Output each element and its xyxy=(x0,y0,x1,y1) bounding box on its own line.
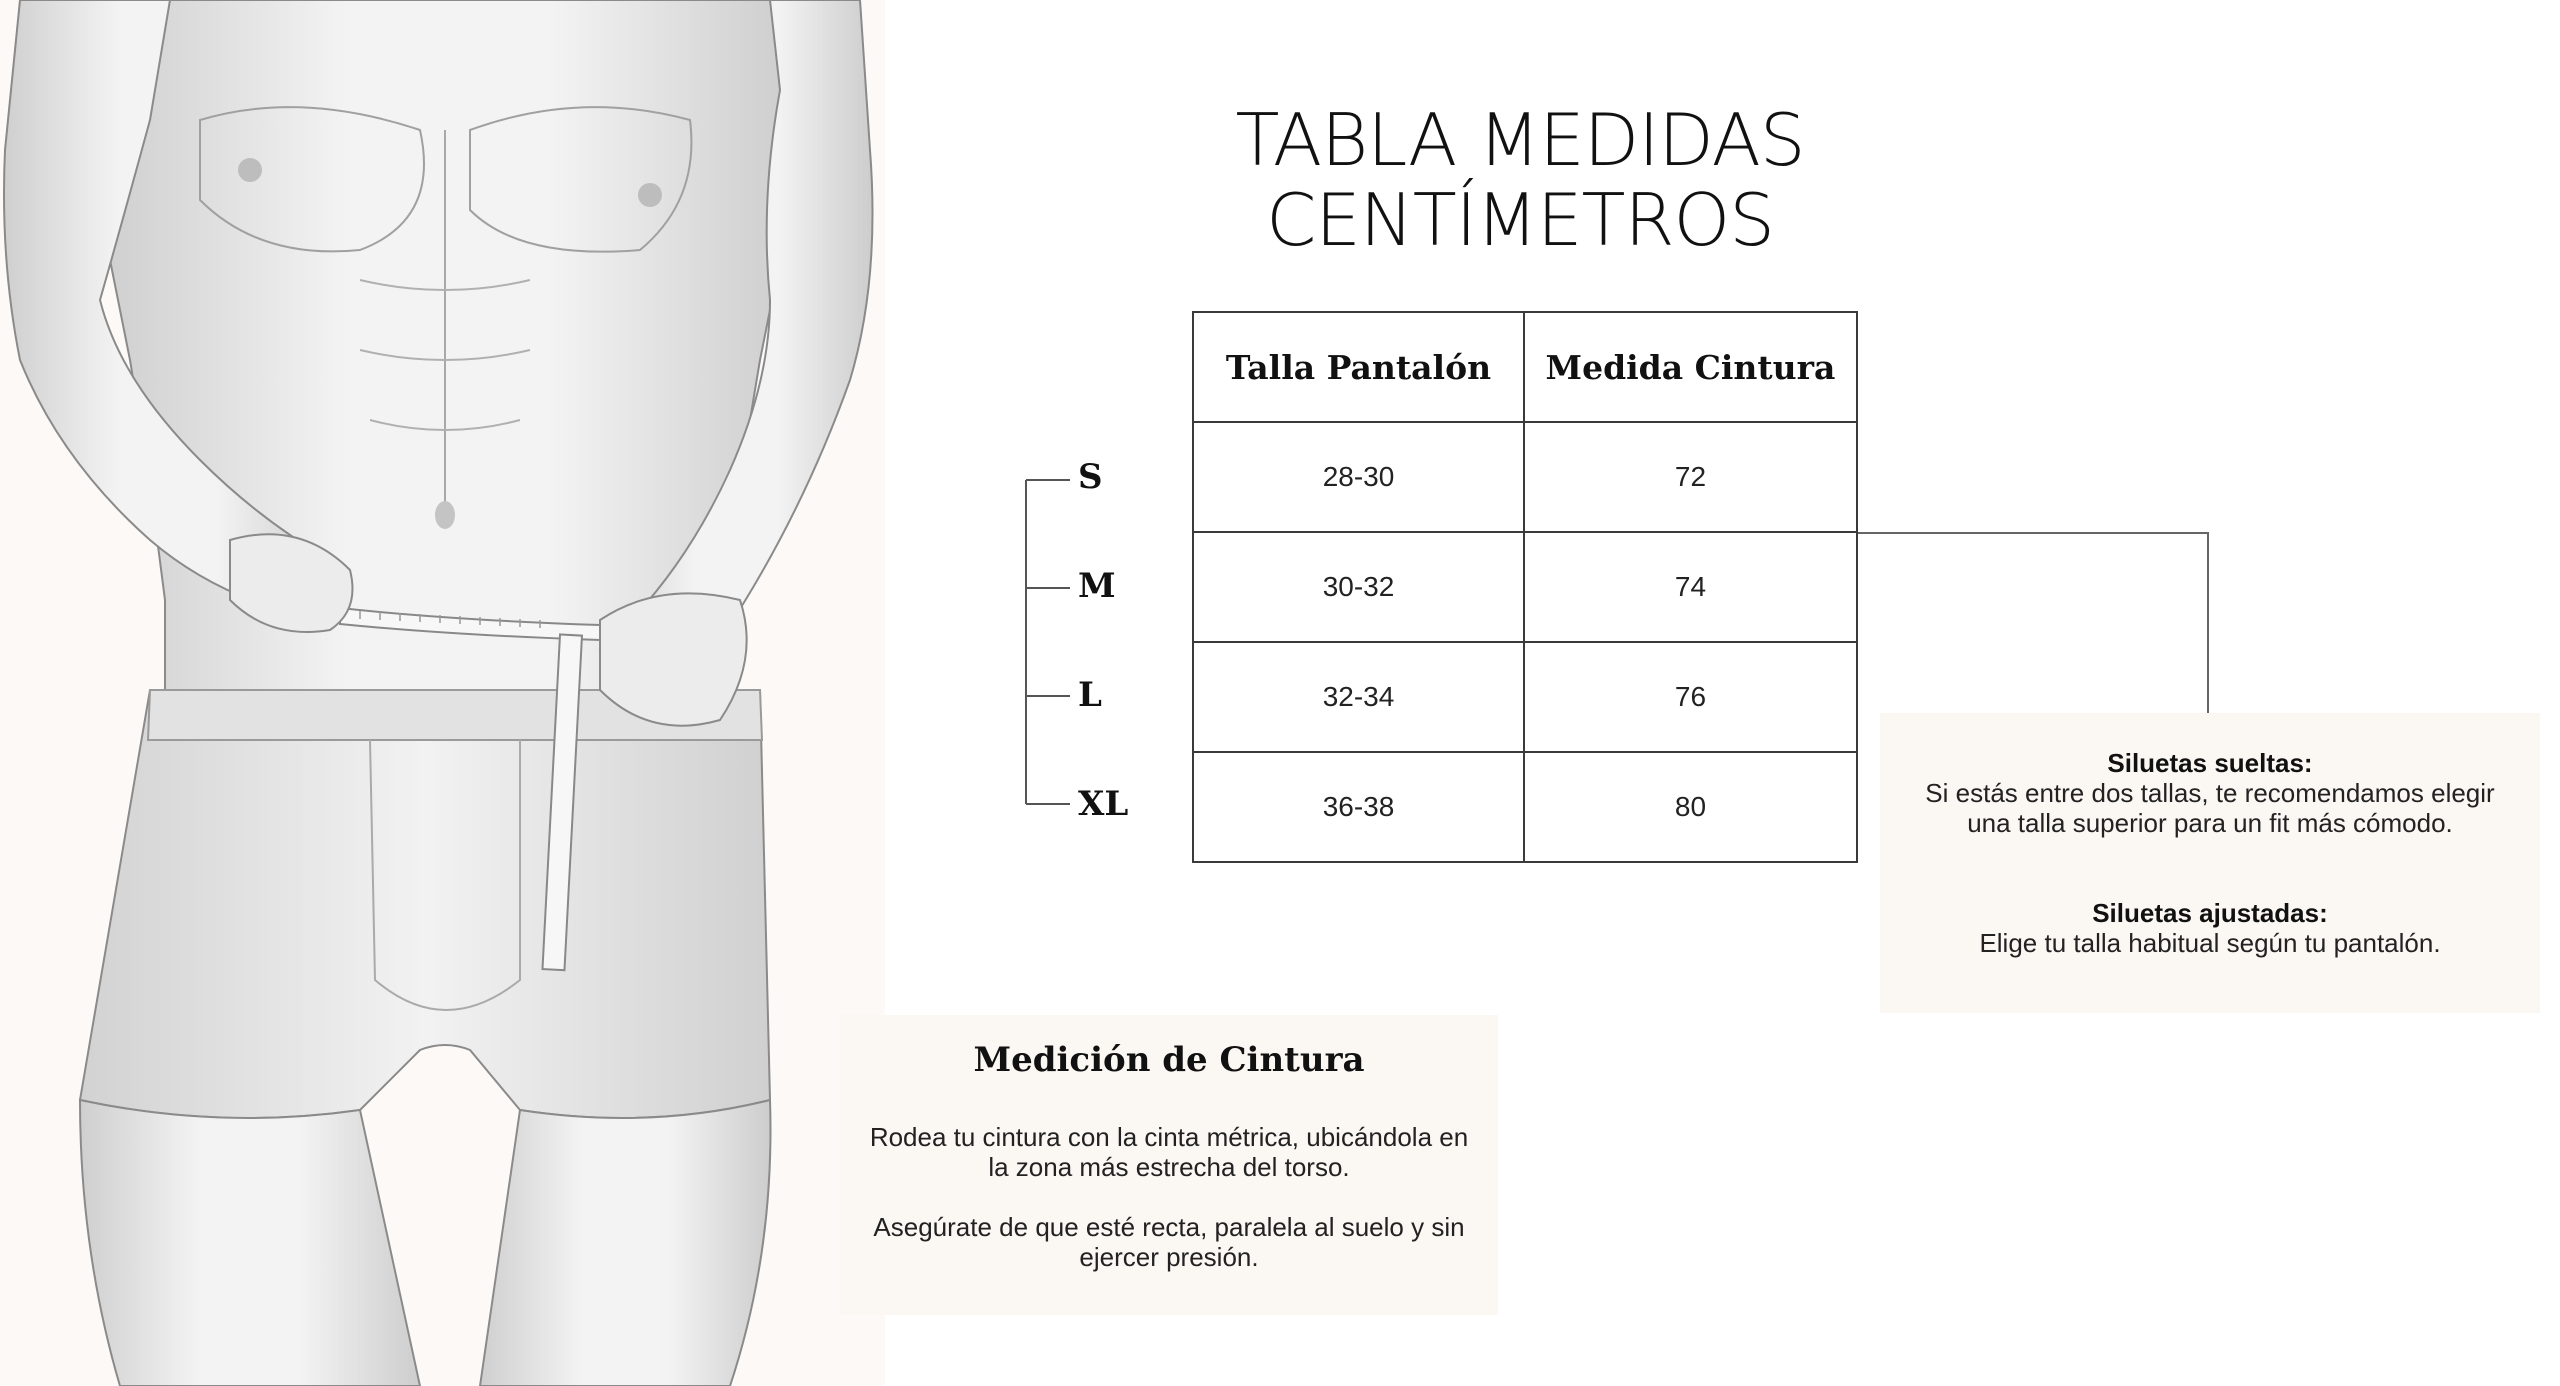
size-label-l: L xyxy=(1078,675,1102,715)
waist-measurement-panel xyxy=(840,1015,1498,1315)
cell-pants: 30-32 xyxy=(1193,532,1524,642)
size-label-s: S xyxy=(1078,457,1103,497)
measurement-title: Medición de Cintura xyxy=(973,1040,1365,1080)
loose-fit-heading: Siluetas sueltas: xyxy=(2107,748,2313,778)
table-row xyxy=(1193,752,1857,862)
advice-connector-line xyxy=(1858,531,2210,713)
header-pants-size: Talla Pantalón xyxy=(1193,312,1524,422)
size-table xyxy=(1192,311,1858,863)
title-line-1: TABLA MEDIDAS xyxy=(1235,98,1805,182)
cell-pants: 32-34 xyxy=(1193,642,1524,752)
measurement-paragraph-1: Rodea tu cintura con la cinta métrica, ubicándola en la zona más estrecha del torso. xyxy=(869,1122,1469,1182)
size-bracket xyxy=(1018,478,1078,806)
loose-fit-advice xyxy=(1920,748,2500,838)
size-label-xl: XL xyxy=(1078,784,1129,824)
cell-pants: 36-38 xyxy=(1193,752,1524,862)
fitted-text: Elige tu talla habitual según tu pantalón. xyxy=(1979,928,2441,958)
measurement-paragraph-2: Asegúrate de que esté recta, paralela al suelo y sin ejercer presión. xyxy=(873,1212,1465,1272)
cell-waist: 74 xyxy=(1524,532,1857,642)
title-line-2: CENTÍMETROS xyxy=(1266,178,1774,262)
cell-waist: 76 xyxy=(1524,642,1857,752)
table-row xyxy=(1193,642,1857,752)
header-waist-measure: Medida Cintura xyxy=(1524,312,1857,422)
man-measuring-waist-drawing xyxy=(0,0,885,1386)
cell-waist: 72 xyxy=(1524,422,1857,532)
table-row xyxy=(1193,532,1857,642)
page-title xyxy=(1150,100,1890,260)
cell-pants: 28-30 xyxy=(1193,422,1524,532)
fit-advice-panel xyxy=(1880,713,2540,1013)
loose-fit-text: Si estás entre dos tallas, te recomendamos elegir una talla superior para un fit más cómodo. xyxy=(1925,778,2495,838)
table-header-row xyxy=(1193,312,1857,422)
fitted-heading: Siluetas ajustadas: xyxy=(2092,898,2328,928)
table-row xyxy=(1193,422,1857,532)
size-label-m: M xyxy=(1078,566,1116,606)
cell-waist: 80 xyxy=(1524,752,1857,862)
model-illustration xyxy=(0,0,885,1386)
fitted-advice xyxy=(1920,898,2500,958)
